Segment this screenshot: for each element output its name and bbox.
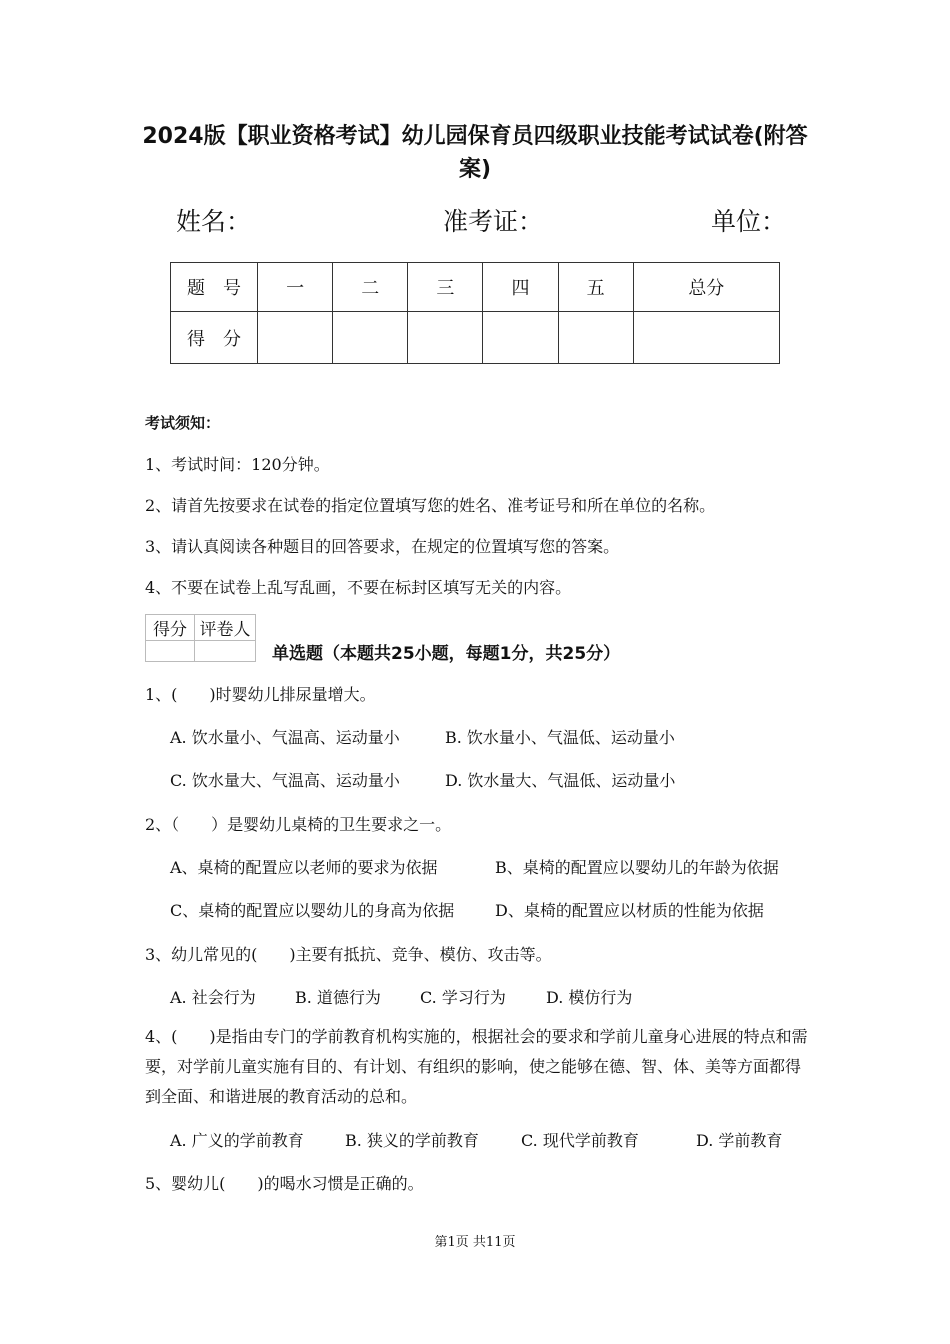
question-option[interactable]: B. 饮水量小、气温低、运动量小 [445,728,675,747]
page-footer: 第1页 共11页 [434,1235,516,1250]
score-table [170,262,780,364]
question-option[interactable]: C. 学习行为 [420,988,506,1007]
question-option[interactable]: B、桌椅的配置应以婴幼儿的年龄为依据 [495,858,779,877]
question-stem: 4、( )是指由专门的学前教育机构实施的，根据社会的要求和学前儿童身心进展的特点和需要，对学前儿童实施有目的、有计划、有组织的影响，使之能够在德、智、体、美等方面都得到全面、和谐进展的教育活动的总和。 [145,1027,808,1106]
score-header-cell: 五 [558,263,633,312]
question-option[interactable]: A. 广义的学前教育 [170,1131,304,1150]
score-cell[interactable] [483,312,558,364]
score-table-score-row [171,312,780,364]
score-header-cell: 一 [258,263,333,312]
notice-heading: 考试须知： [145,414,221,432]
question-option[interactable]: B. 道德行为 [295,988,381,1007]
grader-box [145,614,256,662]
page-title: 2024版【职业资格考试】幼儿园保育员四级职业技能考试试卷(附答案) [142,124,808,182]
grader-score-label: 得分 [146,615,195,641]
score-cell[interactable] [408,312,483,364]
score-header-cell: 四 [483,263,558,312]
score-header-cell: 三 [408,263,483,312]
question-option[interactable]: A. 社会行为 [170,988,256,1007]
question-option[interactable]: D. 饮水量大、气温低、运动量小 [445,771,676,790]
question-stem: 3、幼儿常见的( )主要有抵抗、竞争、模仿、攻击等。 [145,945,552,964]
question-option[interactable]: C. 现代学前教育 [521,1131,639,1150]
grader-reviewer-label: 评卷人 [195,615,256,641]
unit-label: 单位： [711,207,787,236]
question-option[interactable]: C、桌椅的配置应以婴幼儿的身高为依据 [170,901,455,920]
question-option[interactable]: A. 饮水量小、气温高、运动量小 [170,728,400,747]
score-table-header-row [171,263,780,312]
section-title: 单选题（本题共25小题，每题1分，共25分） [272,644,621,664]
question-option[interactable]: A、桌椅的配置应以老师的要求为依据 [170,858,438,877]
notice-item: 2、请首先按要求在试卷的指定位置填写您的姓名、准考证号和所在单位的名称。 [145,496,716,515]
question-stem: 1、( )时婴幼儿排尿量增大。 [145,685,376,704]
name-label: 姓名： [176,207,252,236]
exam-number-label: 准考证： [443,207,544,236]
score-cell[interactable] [633,312,779,364]
grader-score-cell[interactable] [146,641,195,662]
score-header-cell: 总分 [633,263,779,312]
score-cell[interactable] [258,312,333,364]
notice-item: 3、请认真阅读各种题目的回答要求，在规定的位置填写您的答案。 [145,537,620,556]
question-option[interactable]: D. 学前教育 [696,1131,783,1150]
question-option[interactable]: C. 饮水量大、气温高、运动量小 [170,771,400,790]
score-row-label: 得 分 [171,312,258,364]
score-header-cell: 二 [333,263,408,312]
score-cell[interactable] [558,312,633,364]
question-stem: 2、（ ）是婴幼儿桌椅的卫生要求之一。 [145,815,452,834]
notice-item: 1、考试时间：120分钟。 [145,455,330,474]
question-option[interactable]: D、桌椅的配置应以材质的性能为依据 [495,901,764,920]
question-option[interactable]: B. 狭义的学前教育 [345,1131,479,1150]
score-cell[interactable] [333,312,408,364]
notice-item: 4、不要在试卷上乱写乱画，不要在标封区填写无关的内容。 [145,578,572,597]
question-stem: 5、婴幼儿( )的喝水习惯是正确的。 [145,1174,424,1193]
grader-reviewer-cell[interactable] [195,641,256,662]
question-option[interactable]: D. 模仿行为 [546,988,633,1007]
score-header-cell: 题 号 [171,263,258,312]
